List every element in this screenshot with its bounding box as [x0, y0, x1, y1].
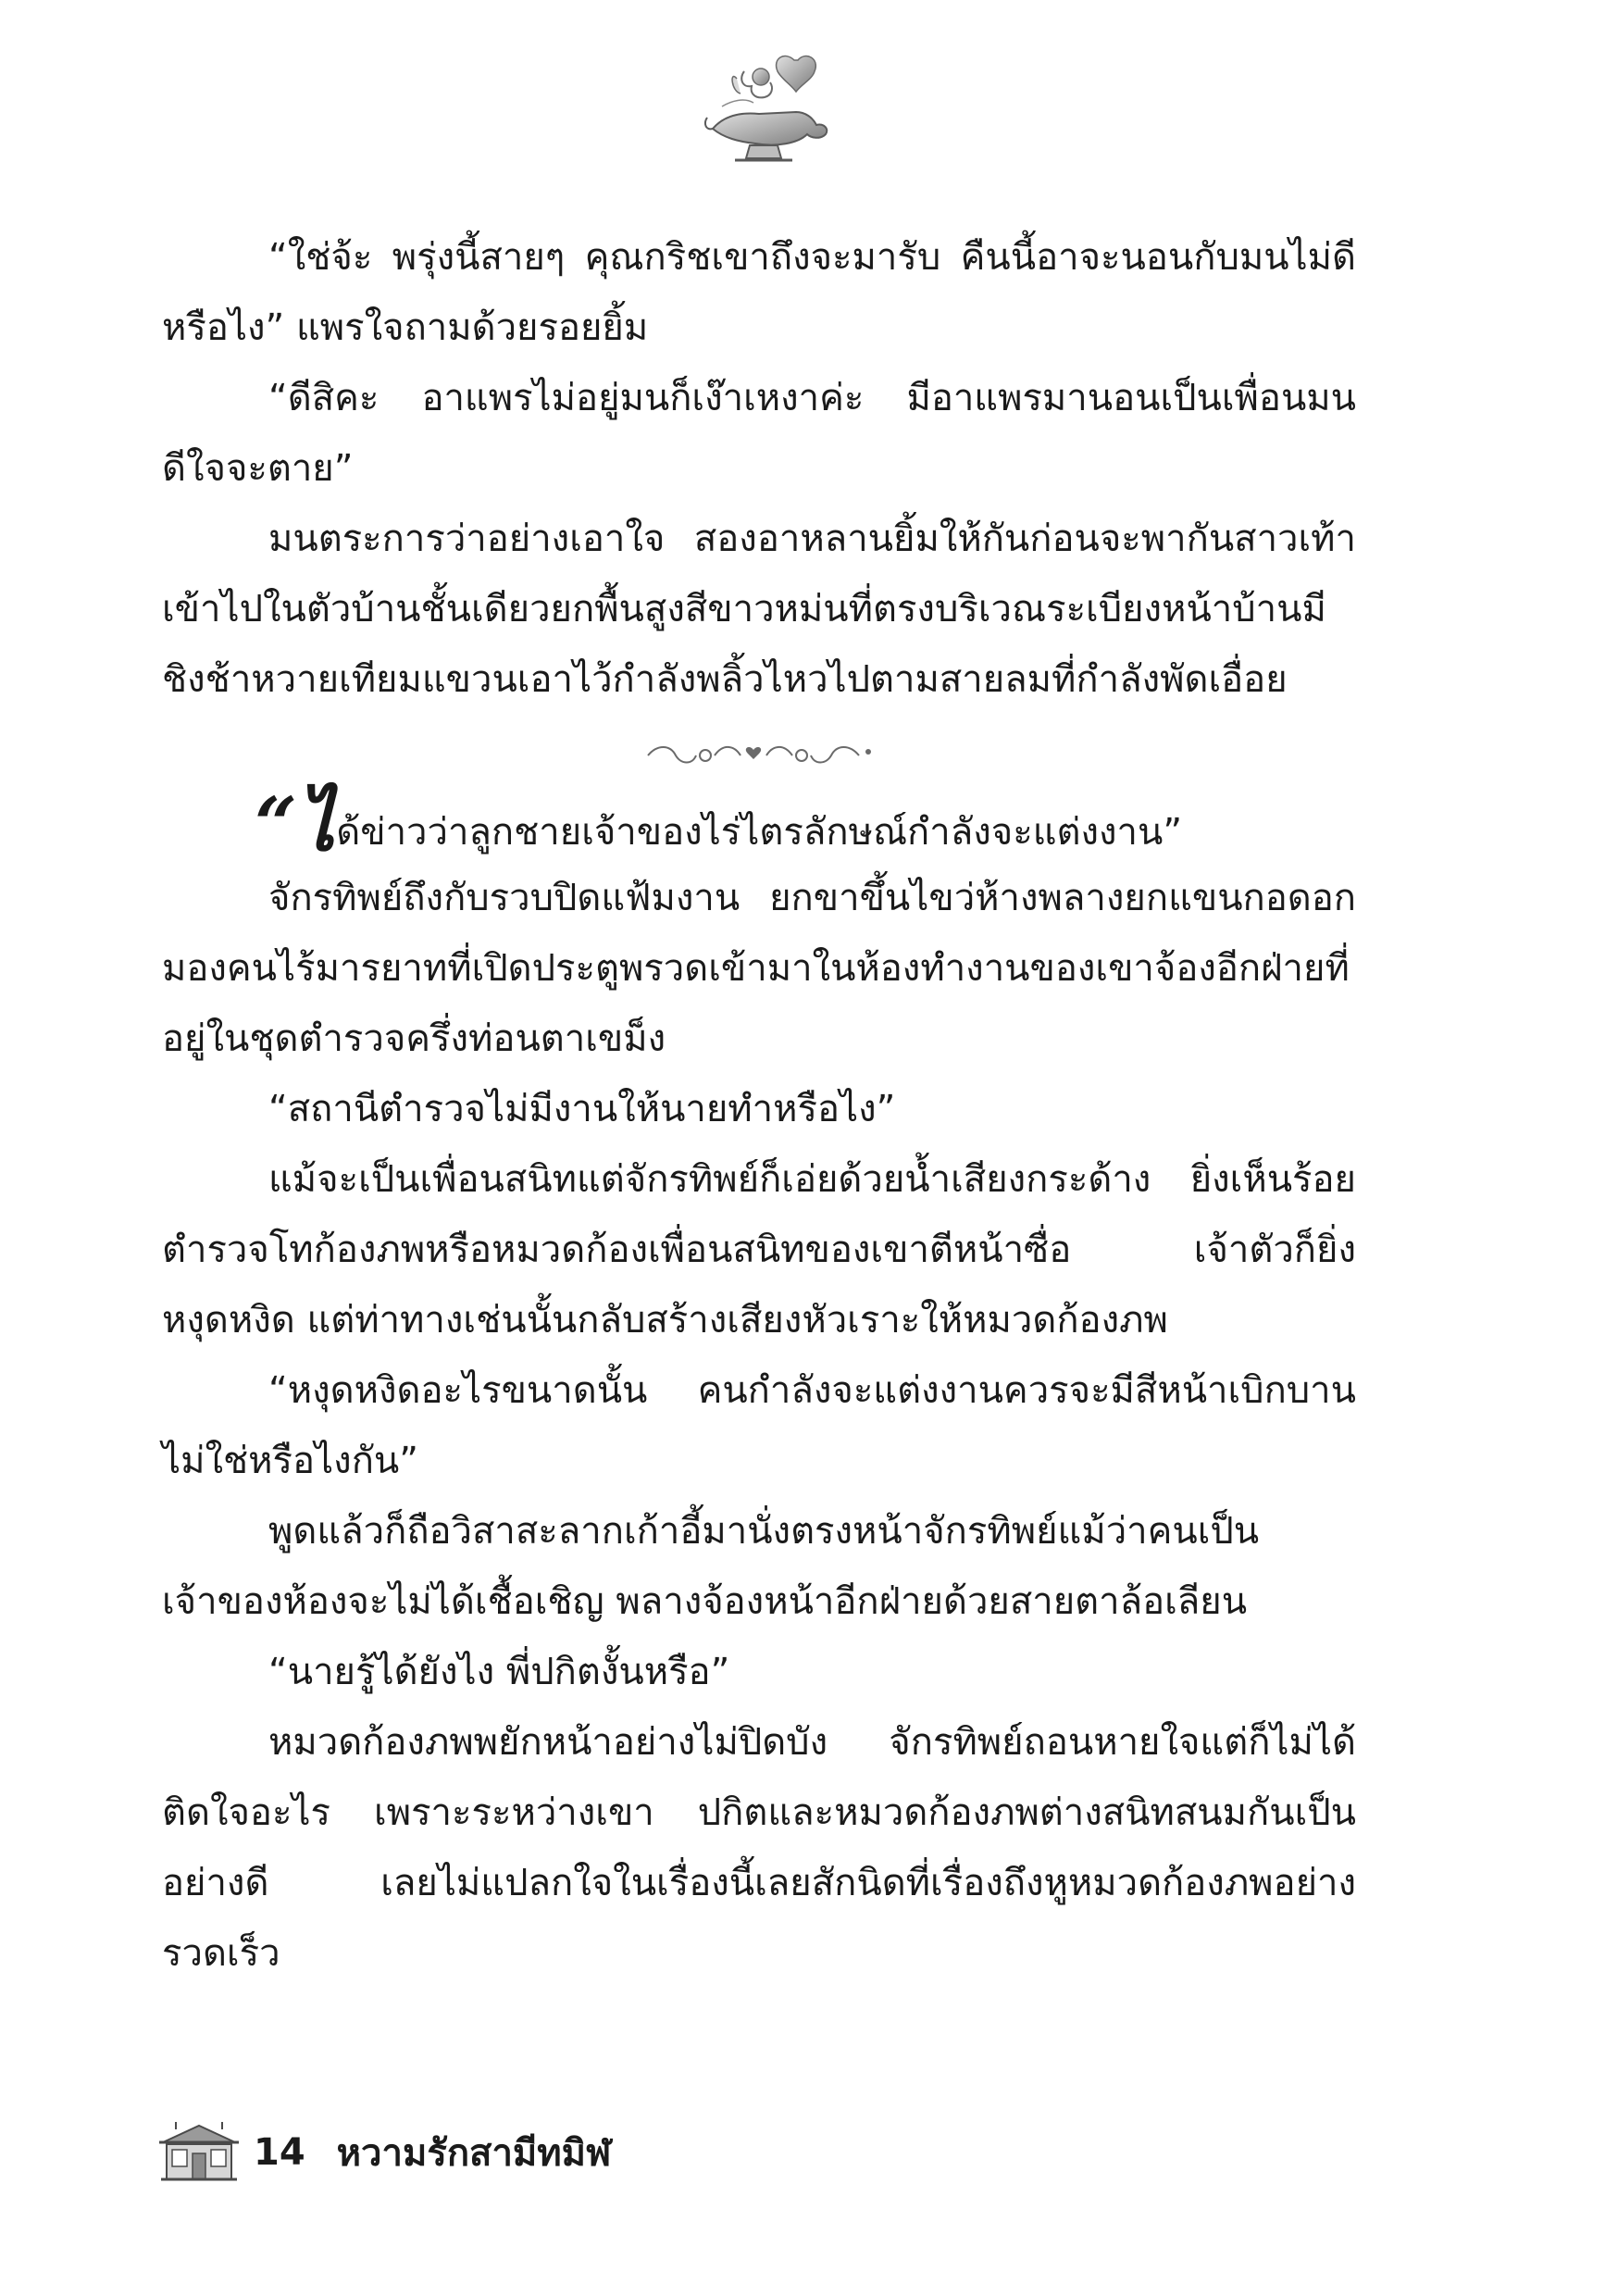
paragraph: มนตระการว่าอย่างเอาใจ สองอาหลานยิ้มให้กันก่อนจะพากันสาวเท้าเข้าไปในตัวบ้านชั้นเดียวยกพื้นสูงสีขาวหม่นที่ตรงบริเวณระเบียงหน้าบ้านมีชิงช้าหวายเทียมแขวนเอาไว้กำลังพลิ้วไหวไปตามสายลมที่กำลังพัดเอื่อย	[162, 518, 1356, 701]
scene-break-divider	[162, 715, 1356, 796]
paragraph: “หงุดหงิดอะไรขนาดนั้น คนกำลังจะแต่งงานควรจะมีสีหน้าเบิกบานไม่ใช่หรือไงกัน”	[162, 1369, 1356, 1482]
page-footer	[157, 2115, 611, 2190]
flourish-divider-icon	[639, 737, 879, 774]
dropcap-letter: “ไ	[255, 780, 335, 867]
paragraph: จักรทิพย์ถึงกับรวบปิดแฟ้มงาน ยกขาขึ้นไขว่ห้างพลางยกแขนกอดอกมองคนไร้มารยาทที่เปิดประตูพรวดเข้ามาในห้องทำงานของเขาจ้องอีกฝ่ายที่อยู่ในชุดตำรวจครึ่งท่อนตาเขม็ง	[162, 877, 1356, 1060]
house-shop-icon	[157, 2120, 241, 2185]
paragraph: แม้จะเป็นเพื่อนสนิทแต่จักรทิพย์ก็เอ่ยด้วยน้ำเสียงกระด้าง ยิ่งเห็นร้อยตำรวจโทก้องภพหรือหมวดก้องเพื่อนสนิทของเขาตีหน้าซื่อ เจ้าตัวก็ยิ่งหงุดหงิด แต่ท่าทางเช่นนั้นกลับสร้างเสียงหัวเราะให้หมวดก้องภพ	[162, 1158, 1356, 1341]
paragraph: พูดแล้วก็ถือวิสาสะลากเก้าอี้มานั่งตรงหน้าจักรทิพย์แม้ว่าคนเป็นเจ้าของห้องจะไม่ได้เชื้อเชิญ พลางจ้องหน้าอีกฝ่ายด้วยสายตาล้อเลียน	[162, 1510, 1260, 1623]
dropcap-rest: ด้ข่าวว่าลูกชายเจ้าของไร่ไตรลักษณ์กำลังจะแต่งงาน”	[336, 811, 1183, 854]
paragraph: “ดีสิคะ อาแพรไม่อยู่มนก็เง๊าเหงาค่ะ มีอาแพรมานอนเป็นเพื่อนมนดีใจจะตาย”	[162, 377, 1356, 490]
paragraph: “นายรู้ได้ยังไง พี่ปกิตงั้นหรือ”	[268, 1651, 730, 1693]
paragraph: หมวดก้องภพพยักหน้าอย่างไม่ปิดบัง จักรทิพย์ถอนหายใจแต่ก็ไม่ได้ติดใจอะไร เพราะระหว่างเขา ปกิตและหมวดก้องภพต่างสนิทสนมกันเป็นอย่างดี เลยไม่แปลกใจในเรื่องนี้เลยสักนิดที่เรื่องถึงหูหมวดก้องภพอย่างรวดเร็ว	[162, 1721, 1356, 1975]
page-number: 14	[254, 2131, 305, 2174]
paragraph: “สถานีตำรวจไม่มีงานให้นายทำหรือไง”	[268, 1088, 896, 1130]
page-body	[162, 222, 1356, 1989]
lamp-cupid-ornament-icon	[685, 51, 833, 171]
dropcap-paragraph	[162, 780, 1356, 867]
book-title: หวามรักสามีทมิฬ	[336, 2132, 612, 2175]
paragraph: “ใช่จ้ะ พรุ่งนี้สายๆ คุณกริชเขาถึงจะมารับ คืนนี้อาจะนอนกับมนไม่ดีหรือไง” แพรใจถามด้วยรอยยิ้ม	[162, 236, 1356, 349]
